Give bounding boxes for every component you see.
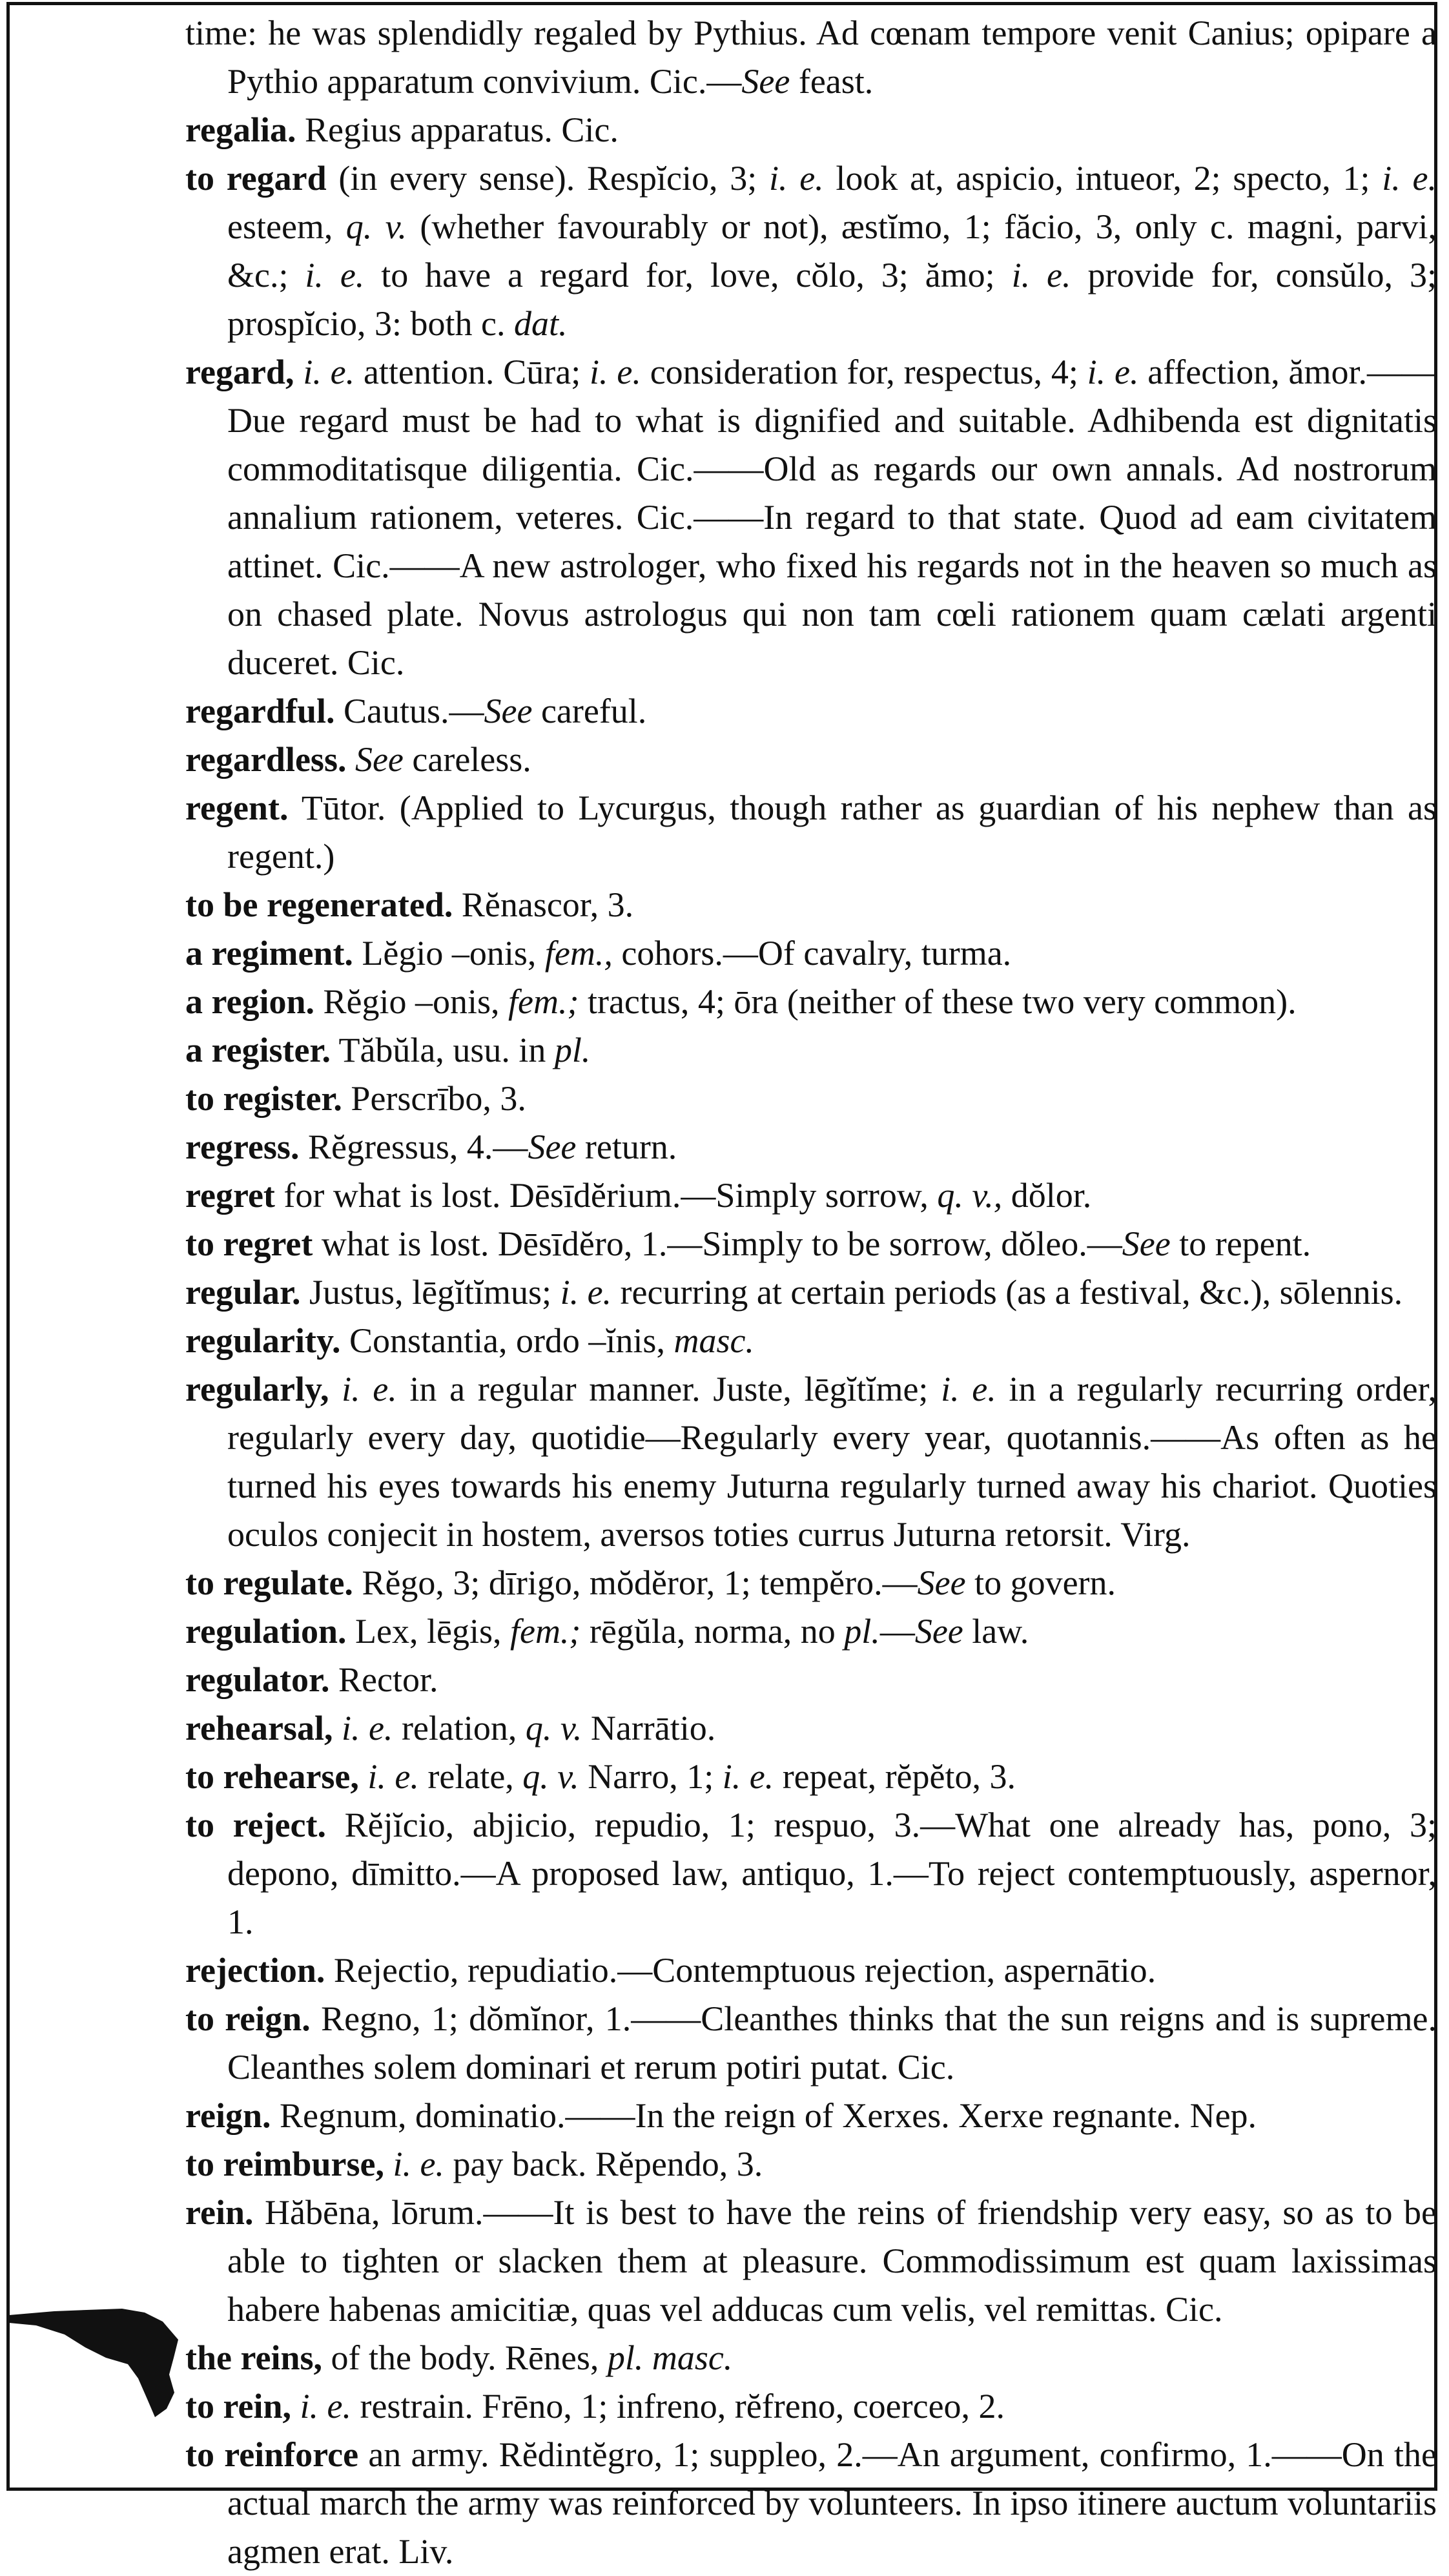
- entry-italic-text: i. e.: [300, 2387, 351, 2426]
- entry-text: Narro, 1;: [579, 1757, 723, 1796]
- entry-italic-text: i. e.: [1382, 159, 1437, 198]
- entry-text: [294, 353, 303, 391]
- entry-text: Lĕgio –onis,: [353, 934, 545, 973]
- entry-text: dŏlor.: [1002, 1176, 1092, 1215]
- entry-text: in a regular manner. Juste, lēgĭtĭme;: [396, 1370, 941, 1408]
- dictionary-entry: [185, 1220, 1437, 1268]
- entry-italic-text: See: [914, 1612, 963, 1651]
- dictionary-entry: [185, 1268, 1437, 1317]
- entry-headword: regularity.: [185, 1321, 341, 1360]
- entry-italic-text: See: [484, 692, 533, 730]
- dictionary-entry: [185, 1753, 1437, 1801]
- entry-italic-text: i. e.: [722, 1757, 774, 1796]
- dictionary-entry: [185, 1171, 1437, 1220]
- entry-text: affection, ămor.——Due regard must be had to what is dignified and suitable. Adhibenda est dignitatis commoditatisque diligentia. Cic.——Old as regards our own annals. Ad nostrorum annalium rationem, veteres. Cic.——In regard to that state. Quod ad eam civitatem attinet. Cic.——A new astrologer, who fixed his regards not in the heaven so much as on chased plate. Novus astrologus qui non tam cœli rationem quam cælati argenti duceret. Cic.: [227, 353, 1437, 682]
- entry-headword: to be regenerated.: [185, 885, 453, 924]
- entry-headword: regulator.: [185, 1660, 330, 1699]
- entry-headword: regardless.: [185, 740, 347, 779]
- entry-headword: to rehearse,: [185, 1757, 359, 1796]
- dictionary-entry: [185, 1656, 1437, 1704]
- dictionary-entry: [185, 2431, 1437, 2576]
- entry-text: [359, 1757, 368, 1796]
- entry-italic-text: i. e.: [1011, 256, 1071, 294]
- entry-italic-text: See: [355, 740, 404, 779]
- dictionary-entry: [185, 106, 1437, 154]
- entry-italic-text: q. v.: [522, 1757, 579, 1796]
- entry-text: (whether favourably or not), æstĭmo, 1; făcio, 3, only c. magni, parvi, &c.;: [227, 207, 1437, 294]
- dictionary-entry: [185, 2092, 1437, 2140]
- entry-text: provide for, consŭlo, 3; prospĭcio, 3: both c.: [227, 256, 1437, 343]
- entry-italic-text: q. v.,: [937, 1176, 1003, 1215]
- entry-text: Regno, 1; dŏmĭnor, 1.——Cleanthes thinks that the sun reigns and is supreme. Cleanthes solem dominari et rerum potiri putat. Cic.: [227, 1999, 1437, 2087]
- entry-italic-text: See: [1122, 1224, 1171, 1263]
- entry-headword: regalia.: [185, 110, 296, 149]
- entry-headword: rein.: [185, 2193, 254, 2232]
- dictionary-entry: [185, 784, 1437, 881]
- entry-headword: to reject.: [185, 1806, 326, 1844]
- dictionary-page: [6, 2, 1437, 2571]
- dictionary-entry: [185, 1946, 1437, 1995]
- entry-headword: regardful.: [185, 692, 335, 730]
- entry-text: [346, 740, 355, 779]
- entry-headword: reign.: [185, 2096, 271, 2135]
- entry-italic-text: i. e.: [1087, 353, 1139, 391]
- entry-text: repeat, rĕpĕto, 3.: [774, 1757, 1016, 1796]
- entry-headword: to rein,: [185, 2387, 291, 2426]
- dictionary-entry: [185, 978, 1437, 1026]
- entry-text: to repent.: [1170, 1224, 1311, 1263]
- entry-headword: regard,: [185, 353, 294, 391]
- dictionary-entry: [185, 154, 1437, 348]
- entry-text: to govern.: [965, 1563, 1116, 1602]
- entry-headword: a regiment.: [185, 934, 353, 973]
- dictionary-entry: [185, 881, 1437, 929]
- entry-italic-text: pl.: [554, 1031, 591, 1069]
- entry-text: Rejectio, repudiatio.—Contemptuous rejection, aspernātio.: [325, 1951, 1156, 1990]
- entry-text: time: he was splendidly regaled by Pythius. Ad cœnam tempore venit Canius; opipare a Pythio apparatum convivium. Cic.—: [185, 14, 1437, 101]
- entry-italic-text: See: [741, 62, 790, 101]
- dictionary-entry: [185, 1559, 1437, 1607]
- entry-headword: a region.: [185, 982, 314, 1021]
- entry-headword: the reins,: [185, 2338, 322, 2377]
- dictionary-entry: [185, 1026, 1437, 1075]
- entry-headword: to register.: [185, 1079, 342, 1118]
- entry-headword: rehearsal,: [185, 1709, 333, 1747]
- entry-text: [384, 2145, 393, 2183]
- dictionary-entry: [185, 1123, 1437, 1171]
- entry-text: [333, 1709, 342, 1747]
- ink-blot: [9, 2302, 190, 2418]
- entry-italic-text: q. v.: [345, 207, 407, 246]
- entry-headword: a register.: [185, 1031, 331, 1069]
- dictionary-entry: [185, 929, 1437, 978]
- entry-italic-text: i. e.: [941, 1370, 996, 1408]
- entry-headword: rejection.: [185, 1951, 325, 1990]
- entry-italic-text: See: [528, 1128, 577, 1166]
- entry-text: Cautus.—: [334, 692, 484, 730]
- entry-column: [185, 9, 1437, 2576]
- entry-text: (in every sense). Respĭcio, 3;: [326, 159, 769, 198]
- entry-text: [291, 2387, 300, 2426]
- entry-headword: regular.: [185, 1273, 301, 1312]
- dictionary-entry: [185, 2334, 1437, 2382]
- entry-text: Rector.: [329, 1660, 438, 1699]
- entry-text: Regnum, dominatio.——In the reign of Xerxes. Xerxe regnante. Nep.: [271, 2096, 1257, 2135]
- entry-text: —: [879, 1612, 915, 1651]
- entry-text: [329, 1370, 342, 1408]
- entry-text: in a regularly recurring order, regularly every day, quotidie—Regularly every year, quotannis.——As often as he turned his eyes towards his enemy Juturna regularly turned away his chariot. Quoties oculos conjecit in hostem, aversos toties currus Juturna retorsit. Virg.: [227, 1370, 1437, 1554]
- entry-text: Rĕjĭcio, abjicio, repudio, 1; respuo, 3.—What one already has, pono, 3; depono, dīmitto.—A proposed law, antiquo, 1.—To reject contemptuously, aspernor, 1.: [227, 1806, 1437, 1941]
- entry-text: of the body. Rēnes,: [322, 2338, 608, 2377]
- entry-text: to have a regard for, love, cŏlo, 3; ămo;: [364, 256, 1012, 294]
- dictionary-entry: [185, 2189, 1437, 2334]
- entry-italic-text: i. e.: [305, 256, 365, 294]
- dictionary-entry: [185, 2382, 1437, 2431]
- entry-text: Hăbēna, lōrum.——It is best to have the reins of friendship very easy, so as to be able to tighten or slacken them at pleasure. Commodissimum est quam laxissimas habere habenas amicitiæ, quas vel adducas cum velis, vel remittas. Cic.: [227, 2193, 1437, 2329]
- entry-text: Rĕgressus, 4.—: [299, 1128, 528, 1166]
- entry-italic-text: masc.: [673, 1321, 754, 1360]
- entry-headword: to regret: [185, 1224, 313, 1263]
- entry-text: pay back. Rĕpendo, 3.: [444, 2145, 763, 2183]
- entry-text: Rĕgio –onis,: [314, 982, 509, 1021]
- entry-italic-text: fem.,: [544, 934, 613, 973]
- entry-text: consideration for, respectus, 4;: [641, 353, 1087, 391]
- entry-headword: regent.: [185, 788, 289, 827]
- entry-italic-text: i. e.: [768, 159, 824, 198]
- entry-italic-text: i. e.: [590, 353, 641, 391]
- entry-italic-text: i. e.: [303, 353, 355, 391]
- dictionary-entry: [185, 9, 1437, 106]
- dictionary-entry: [185, 687, 1437, 736]
- entry-headword: to reign.: [185, 1999, 311, 2038]
- dictionary-entry: [185, 1801, 1437, 1946]
- entry-text: Narrātio.: [582, 1709, 716, 1747]
- entry-text: tractus, 4; ōra (neither of these two very common).: [579, 982, 1297, 1021]
- dictionary-entry: [185, 1995, 1437, 2092]
- entry-headword: regularly,: [185, 1370, 329, 1408]
- entry-italic-text: fem.;: [508, 982, 579, 1021]
- entry-italic-text: dat.: [513, 304, 568, 343]
- entry-text: recurring at certain periods (as a festival, &c.), sōlennis.: [611, 1273, 1403, 1312]
- dictionary-entry: [185, 1704, 1437, 1753]
- entry-text: careless.: [403, 740, 531, 779]
- entry-headword: to reimburse,: [185, 2145, 384, 2183]
- entry-italic-text: i. e.: [393, 2145, 444, 2183]
- entry-headword: regret: [185, 1176, 275, 1215]
- entry-italic-text: q. v.: [525, 1709, 582, 1747]
- entry-text: for what is lost. Dēsīdĕrium.—Simply sorrow,: [274, 1176, 938, 1215]
- entry-italic-text: See: [917, 1563, 966, 1602]
- entry-text: feast.: [790, 62, 874, 101]
- dictionary-entry: [185, 1365, 1437, 1559]
- entry-text: relate,: [418, 1757, 523, 1796]
- entry-text: law.: [963, 1612, 1029, 1651]
- entry-text: return.: [576, 1128, 677, 1166]
- entry-text: Tūtor. (Applied to Lycurgus, though rather as guardian of his nephew than as regent.): [227, 788, 1437, 876]
- entry-text: esteem,: [227, 207, 346, 246]
- entry-text: Rĕnascor, 3.: [453, 885, 634, 924]
- entry-text: relation,: [393, 1709, 526, 1747]
- entry-italic-text: i. e.: [367, 1757, 419, 1796]
- dictionary-entry: [185, 1607, 1437, 1656]
- entry-text: Constantia, ordo –ĭnis,: [340, 1321, 674, 1360]
- entry-headword: to regard: [185, 159, 327, 198]
- entry-italic-text: i. e.: [560, 1273, 612, 1312]
- entry-text: restrain. Frēno, 1; infreno, rĕfreno, coerceo, 2.: [351, 2387, 1005, 2426]
- entry-text: look at, aspicio, intueor, 2; specto, 1;: [823, 159, 1382, 198]
- dictionary-entry: [185, 736, 1437, 784]
- entry-text: attention. Cūra;: [355, 353, 590, 391]
- entry-headword: regulation.: [185, 1612, 347, 1651]
- entry-italic-text: pl.: [844, 1612, 880, 1651]
- entry-italic-text: pl. masc.: [607, 2338, 733, 2377]
- entry-text: what is lost. Dēsīdĕro, 1.—Simply to be sorrow, dŏleo.—: [313, 1224, 1122, 1263]
- entry-text: Perscrībo, 3.: [342, 1079, 526, 1118]
- entry-italic-text: i. e.: [342, 1370, 397, 1408]
- entry-text: Justus, lēgĭtĭmus;: [300, 1273, 560, 1312]
- dictionary-entry: [185, 2140, 1437, 2189]
- entry-text: Tăbŭla, usu. in: [330, 1031, 555, 1069]
- entry-italic-text: fem.;: [509, 1612, 581, 1651]
- dictionary-entry: [185, 348, 1437, 687]
- entry-headword: regress.: [185, 1128, 300, 1166]
- entry-headword: to reinforce: [185, 2435, 359, 2474]
- entry-text: cohors.—Of cavalry, turma.: [612, 934, 1012, 973]
- entry-italic-text: i. e.: [341, 1709, 393, 1747]
- dictionary-entry: [185, 1075, 1437, 1123]
- entry-text: Regius apparatus. Cic.: [296, 110, 619, 149]
- entry-text: an army. Rĕdintĕgro, 1; suppleo, 2.—An argument, confirmo, 1.——On the actual march the army was reinforced by volunteers. In ipso itinere auctum voluntariis agmen erat. Liv.: [227, 2435, 1437, 2571]
- entry-text: Lex, lēgis,: [346, 1612, 510, 1651]
- entry-text: Rĕgo, 3; dīrigo, mŏdĕror, 1; tempĕro.—: [353, 1563, 918, 1602]
- entry-text: careful.: [532, 692, 647, 730]
- entry-headword: to regulate.: [185, 1563, 353, 1602]
- entry-text: rēgŭla, norma, no: [581, 1612, 845, 1651]
- dictionary-entry: [185, 1317, 1437, 1365]
